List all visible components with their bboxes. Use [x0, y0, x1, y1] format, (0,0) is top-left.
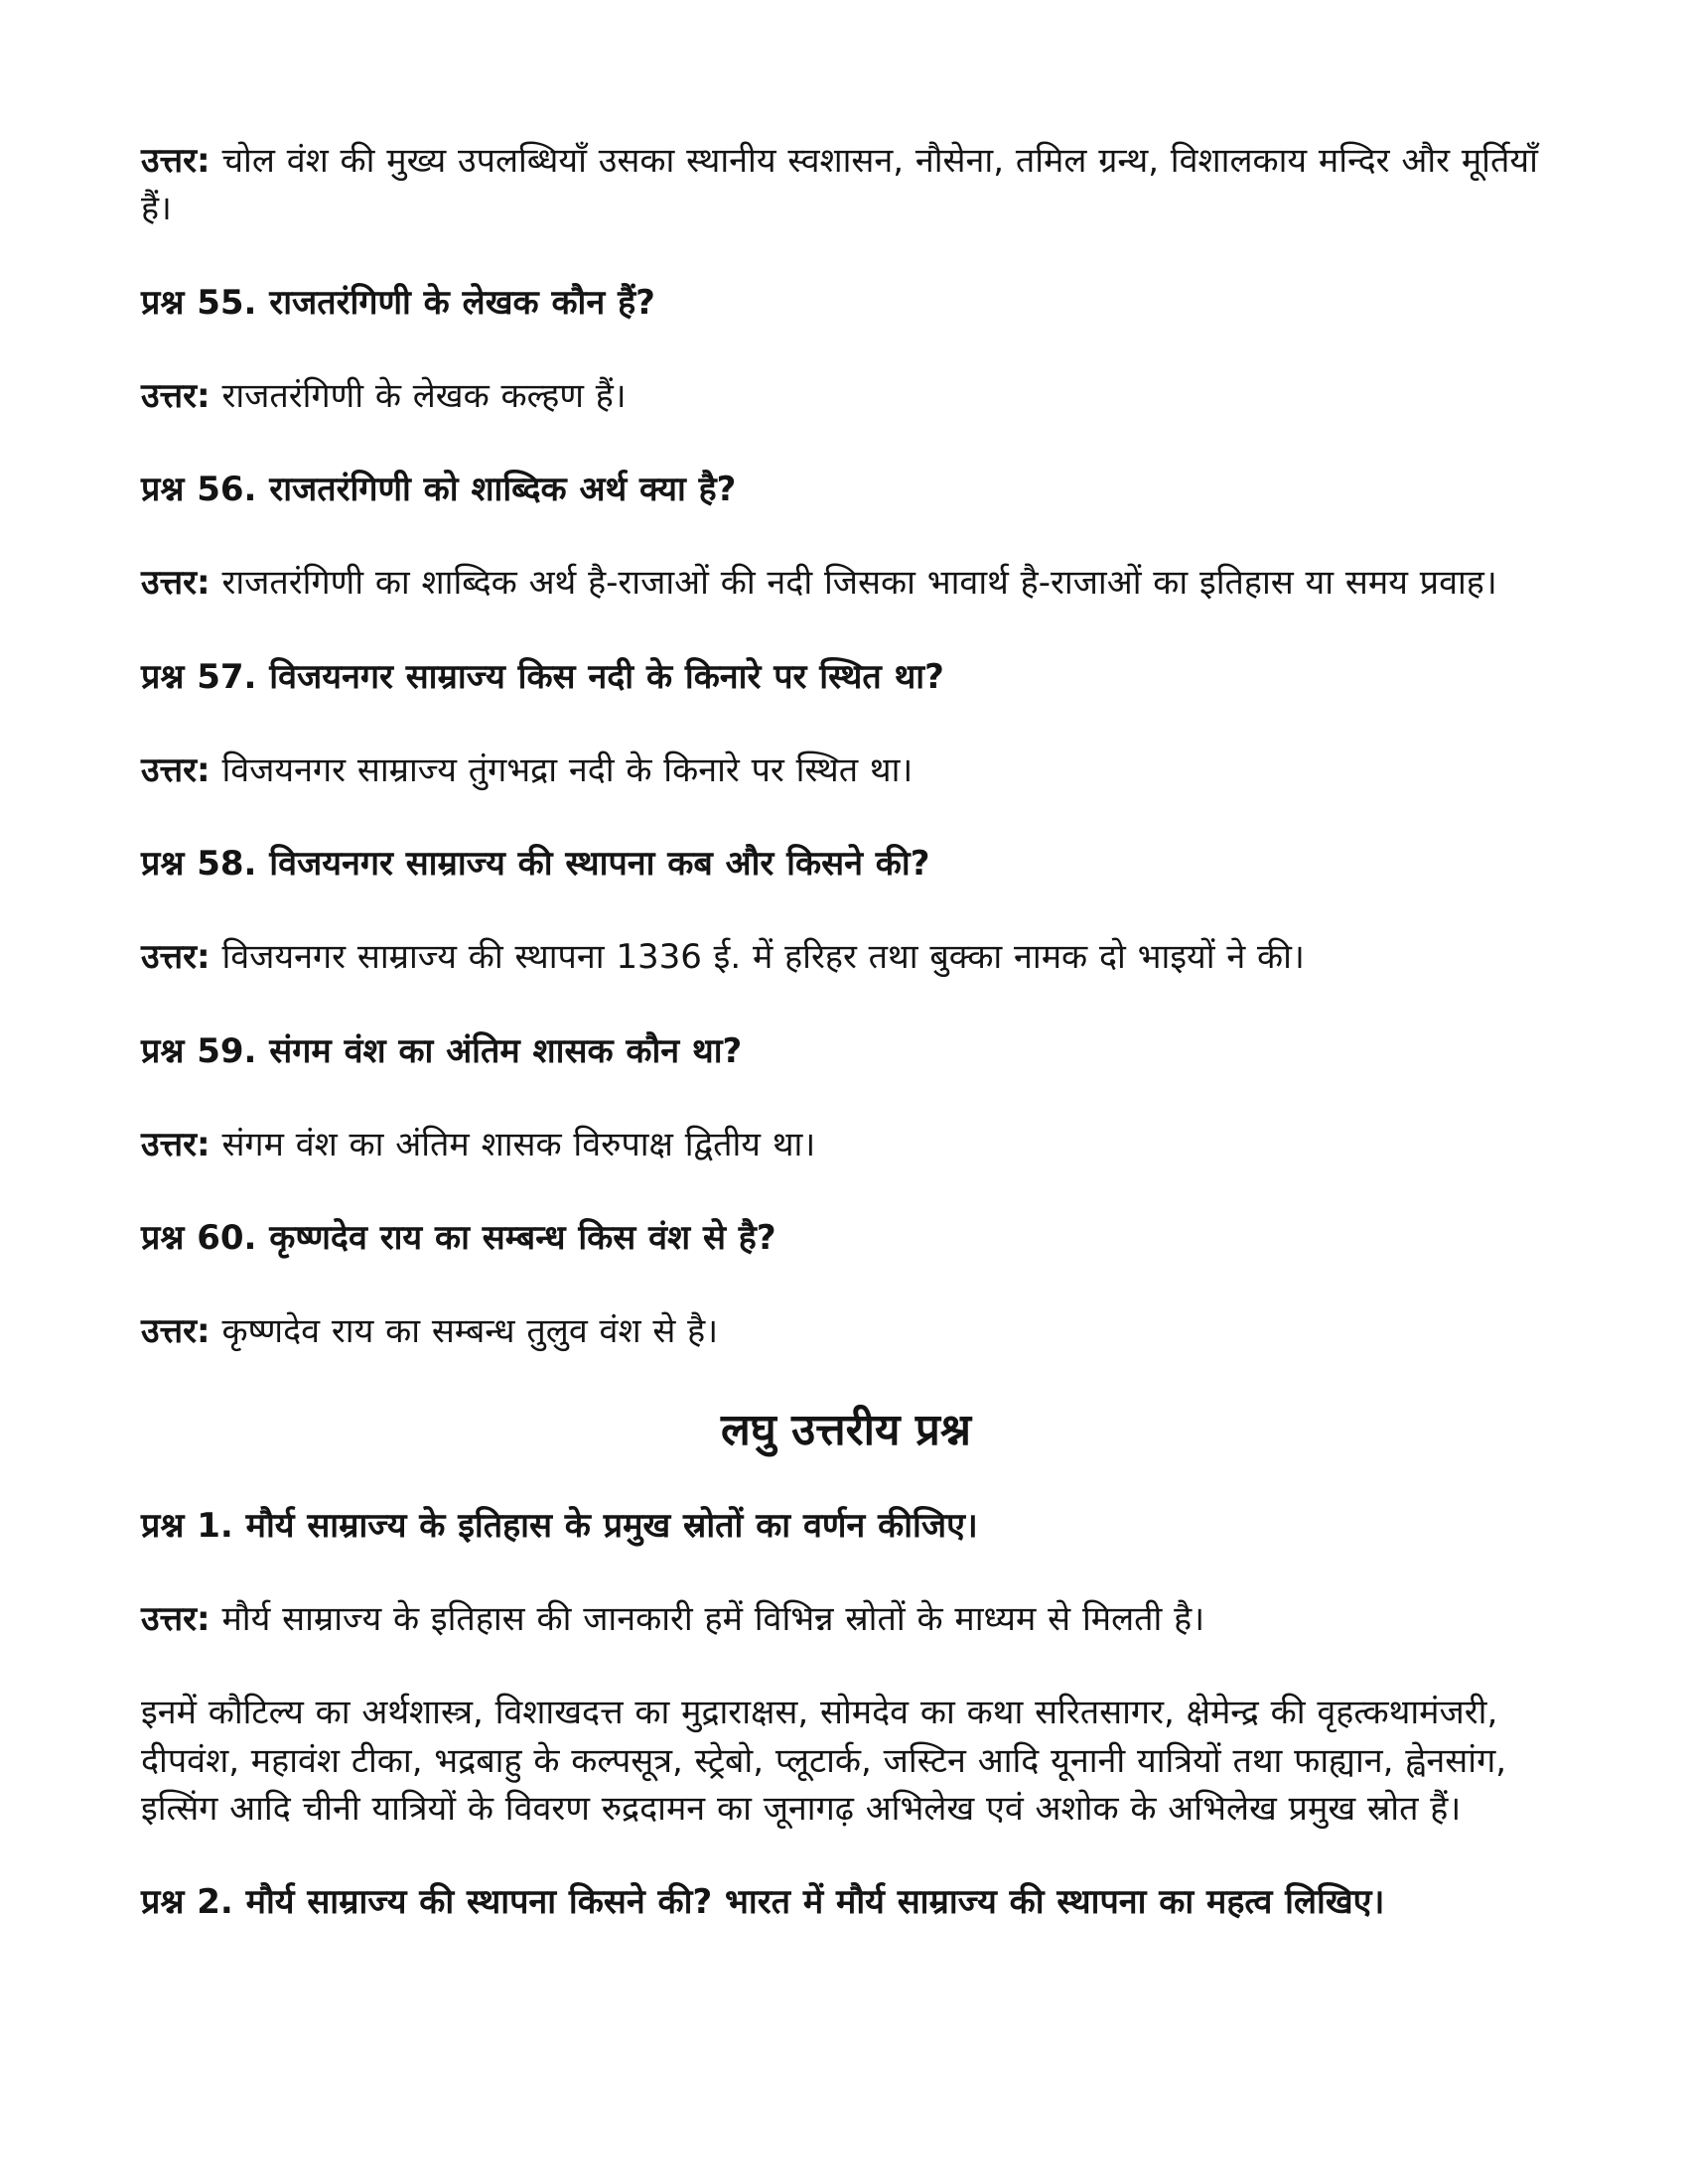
question-text: प्रश्न 55. राजतरंगिणी के लेखक कौन हैं?	[141, 282, 655, 323]
question-text: प्रश्न 60. कृष्णदेव राय का सम्बन्ध किस वंश से है?	[141, 1218, 776, 1259]
question-text: प्रश्न 56. राजतरंगिणी को शाब्दिक अर्थ क्या है?	[141, 470, 737, 510]
answer-text	[141, 933, 1551, 981]
answer-body: राजतरंगिणी का शाब्दिक अर्थ है-राजाओं की नदी जिसका भावार्थ है-राजाओं का इतिहास या समय प्रवाह।	[210, 563, 1497, 604]
answer-label: उत्तर:	[141, 141, 211, 181]
question-text: प्रश्न 59. संगम वंश का अंतिम शासक कौन था?	[141, 1030, 743, 1071]
question-text: प्रश्न 57. विजयनगर साम्राज्य किस नदी के किनारे पर स्थित था?	[141, 656, 944, 697]
paragraph-text: इनमें कौटिल्य का अर्थशास्त्र, विशाखदत्त का मुद्राराक्षस, सोमदेव का कथा सरितसागर, क्षेमेन्द्र की वृहत्कथामंजरी, दीपवंश, महावंश टीका, भद्रबाहु के कल्पसूत्र, स्ट्रेबो, प्लूटार्क, जस्टिन आदि यूनानी यात्रियों तथा फाह्यान, ह्वेनसांग, इत्सिंग आदि चीनी यात्रियों के विवरण रुद्रदामन का जूनागढ़ अभिलेख एवं अशोक के अभिलेख प्रमुख स्रोत हैं।	[141, 1693, 1507, 1829]
question-text: प्रश्न 2. मौर्य साम्राज्य की स्थापना किसने की? भारत में मौर्य साम्राज्य की स्थापना का महत्व लिखिए।	[141, 1882, 1385, 1923]
answer-text	[141, 1121, 1551, 1168]
question-text: प्रश्न 1. मौर्य साम्राज्य के इतिहास के प्रमुख स्रोतों का वर्णन कीजिए।	[141, 1505, 978, 1546]
answer-body: राजतरंगिणी के लेखक कल्हण हैं।	[210, 375, 627, 416]
section-heading: लघु उत्तरीय प्रश्न	[720, 1404, 972, 1455]
answer-text	[141, 372, 1551, 420]
question-text: प्रश्न 58. विजयनगर साम्राज्य की स्थापना कब और किसने की?	[141, 844, 930, 885]
answer-text	[141, 559, 1551, 607]
qa-content	[141, 137, 1551, 1927]
answer-body: विजयनगर साम्राज्य की स्थापना 1336 ई. में हरिहर तथा बुक्का नामक दो भाइयों ने की।	[210, 937, 1305, 978]
answer-text	[141, 747, 1551, 794]
answer-body: चोल वंश की मुख्य उपलब्धियाँ उसका स्थानीय स्वशासन, नौसेना, तमिल ग्रन्थ, विशालकाय मन्दिर और मूर्तियाँ हैं।	[141, 141, 1538, 229]
answer-body: मौर्य साम्राज्य के इतिहास की जानकारी हमें विभिन्न स्रोतों के माध्यम से मिलती है।	[210, 1599, 1205, 1640]
answer-body: कृष्णदेव राय का सम्बन्ध तुलुव वंश से है।	[210, 1311, 719, 1352]
answer-text	[141, 137, 1551, 233]
answer-body: विजयनगर साम्राज्य तुंगभद्रा नदी के किनारे पर स्थित था।	[210, 750, 914, 790]
answer-text	[141, 1595, 1551, 1643]
answer-label: उत्तर:	[141, 937, 211, 978]
answer-body: संगम वंश का अंतिम शासक विरुपाक्ष द्वितीय था।	[210, 1124, 816, 1164]
answer-label: उत्तर:	[141, 1311, 211, 1352]
answer-text	[141, 1307, 1551, 1355]
answer-label: उत्तर:	[141, 750, 211, 790]
answer-label: उत्तर:	[141, 1124, 211, 1164]
answer-label: उत्तर:	[141, 1599, 211, 1640]
answer-label: उत्तर:	[141, 563, 211, 604]
answer-label: उत्तर:	[141, 375, 211, 416]
